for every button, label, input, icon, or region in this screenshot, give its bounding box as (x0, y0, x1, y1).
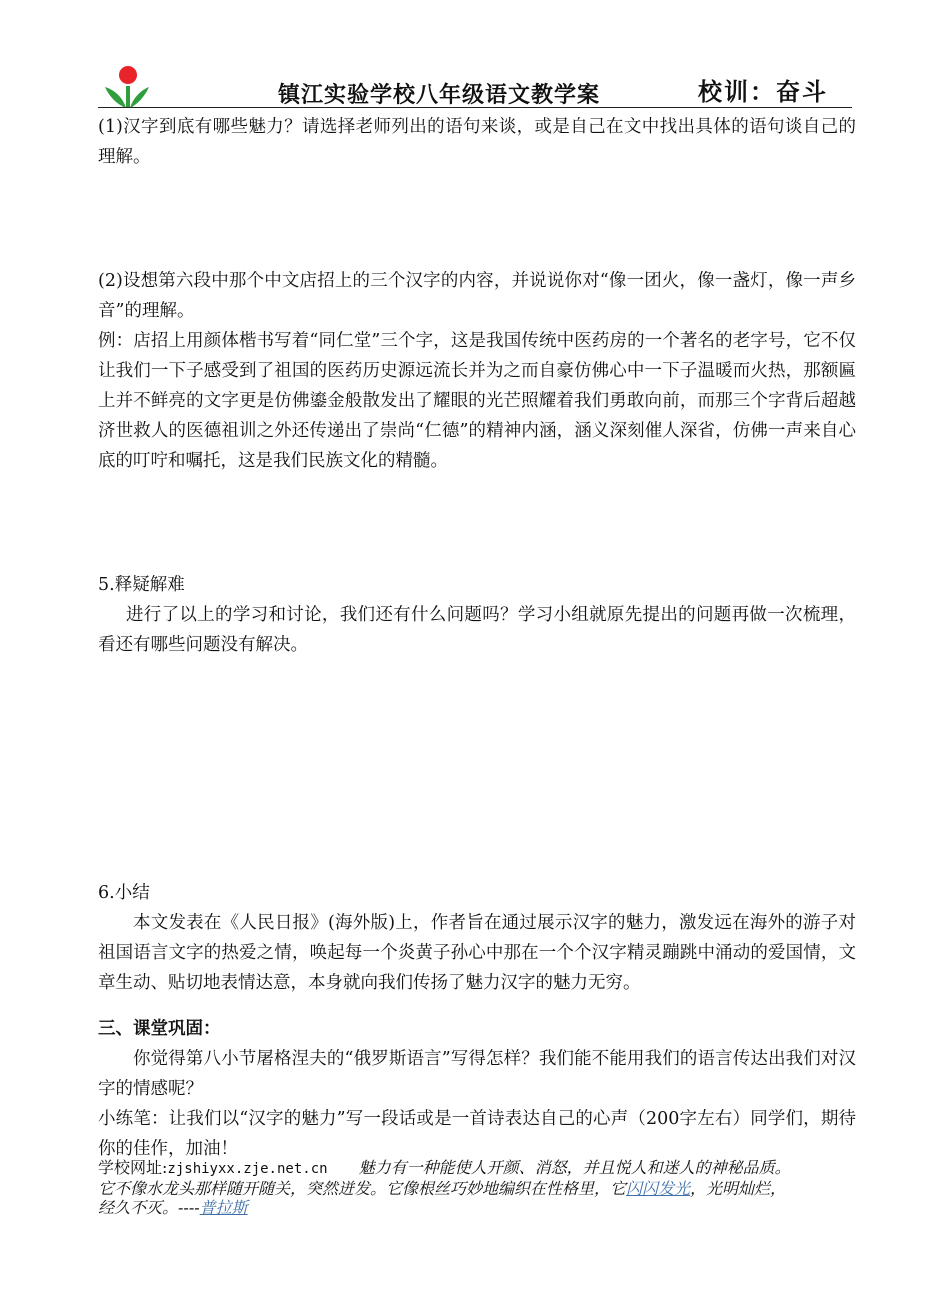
footer-line-2 (98, 1179, 856, 1198)
footer-quote-2b: ，光明灿烂， (690, 1179, 787, 1198)
link-author-pulasi[interactable]: 普拉斯 (199, 1198, 248, 1217)
document-body (98, 112, 856, 1164)
footer-line-3 (98, 1198, 856, 1217)
section-6-title: 6.小结 (98, 883, 150, 903)
question-2: (2)设想第六段中那个中文店招上的三个汉字的内容，并说说你对“像一团火，像一盏灯，像一声乡音”的理解。 (98, 271, 856, 321)
school-logo-icon (103, 62, 149, 110)
spacer (98, 998, 856, 1014)
school-url: zjshiyxx.zje.net.cn (167, 1161, 328, 1177)
school-url-label: 学校网址: (98, 1158, 168, 1177)
school-motto: 校训：奋斗 (698, 77, 828, 106)
answer-space (98, 476, 856, 570)
page-title: 镇江实验学校八年级语文教学案 (278, 82, 601, 108)
footer-line-1 (98, 1158, 856, 1179)
answer-space (98, 660, 856, 878)
question-1: (1)汉字到底有哪些魅力？请选择老师列出的语句来谈，或是自己在文中找出具体的语句谈自己的理解。 (98, 117, 856, 167)
page-header (98, 62, 852, 106)
section-3-title: 三、课堂巩固： (98, 1019, 221, 1039)
answer-space (98, 172, 856, 266)
link-shanshan-faguang[interactable]: 闪闪发光 (626, 1179, 691, 1198)
header-divider (98, 107, 852, 108)
section-3-body: 你觉得第八小节屠格涅夫的“俄罗斯语言”写得怎样？我们能不能用我们的语言传达出我们对汉字的情感呢？ (98, 1049, 856, 1099)
example-answer: 例：店招上用颜体楷书写着“同仁堂”三个字，这是我国传统中医药房的一个著名的老字号，它不仅让我们一下子感受到了祖国的医药历史源远流长并为之而自豪仿佛心中一下子温暖而火热，那额匾上并不鲜亮的文字更是仿佛鎏金般散发出了耀眼的光芒照耀着我们勇敢向前，而那三个字背后超越济世救人的医德祖训之外还传递出了崇尚“仁德”的精神内涵，涵义深刻催人深省，仿佛一声来自心底的叮咛和嘱托，这是我们民族文化的精髓。 (98, 331, 856, 471)
footer-quote-1: 魅力有一种能使人开颜、消怒，并且悦人和迷人的神秘品质。 (358, 1158, 791, 1177)
footer-quote-2a: 它不像水龙头那样随开随关，突然迸发。它像根丝巧妙地编织在性格里，它 (98, 1179, 627, 1198)
page-footer (98, 1158, 856, 1217)
practice-prompt: 小练笔：让我们以“汉字的魅力”写一段话或是一首诗表达自己的心声（200字左右）同学们，期待你的佳作，加油！ (98, 1109, 856, 1159)
footer-quote-3a: 经久不灭。---- (98, 1198, 200, 1217)
section-5-body: 进行了以上的学习和讨论，我们还有什么问题吗？学习小组就原先提出的问题再做一次梳理，看还有哪些问题没有解决。 (98, 605, 856, 655)
section-5-title: 5.释疑解难 (98, 575, 185, 595)
section-6-body: 本文发表在《人民日报》(海外版)上，作者旨在通过展示汉字的魅力，激发远在海外的游子对祖国语言文字的热爱之情，唤起每一个炎黄子孙心中那在一个个汉字精灵蹦跳中涌动的爱国情，文章生动、贴切地表情达意，本身就向我们传扬了魅力汉字的魅力无穷。 (98, 913, 856, 993)
